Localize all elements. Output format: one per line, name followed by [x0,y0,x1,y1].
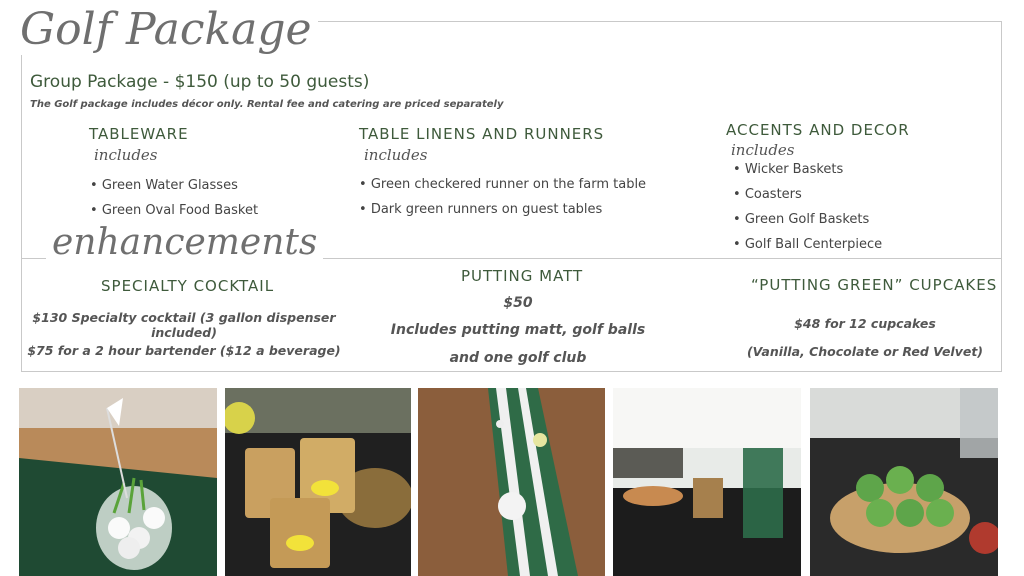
list-item: • Wicker Baskets [733,162,844,177]
bartender-price-line: $75 for a 2 hour bartender ($12 a beverage) [27,343,341,358]
linens-includes: includes [364,146,428,164]
putting-matt-desc-cont: and one golf club [449,350,587,366]
buffet-table-photo [613,388,801,576]
tableware-list [90,178,258,228]
list-item: • Green Golf Baskets [733,212,870,227]
cupcakes-price: $48 for 12 cupcakes [794,316,936,331]
putting-matt-heading: PUTTING MATT [461,267,584,285]
list-item: • Coasters [733,187,802,202]
cupcakes-heading: “PUTTING GREEN” CUPCAKES [751,276,998,294]
linens-heading: TABLE LINENS AND RUNNERS [359,125,605,143]
accents-heading: ACCENTS AND DECOR [726,121,910,139]
accents-list [733,162,882,262]
linens-list [359,177,646,227]
popcorn-bags-photo [225,388,411,576]
accents-includes: includes [731,141,795,159]
cocktail-heading: SPECIALTY COCKTAIL [101,277,275,295]
putting-matt-desc: Includes putting matt, golf balls [390,322,646,338]
list-item: • Golf Ball Centerpiece [733,237,883,252]
cocktail-price-line-cont: included) [151,325,217,340]
enhancements-title: enhancements [46,222,323,263]
golf-ball-centerpiece-photo [19,388,217,576]
cupcakes-flavors: (Vanilla, Chocolate or Red Velvet) [746,344,984,359]
list-item: • Green Water Glasses [90,178,238,193]
cocktail-price-line: $130 Specialty cocktail (3 gallon dispenser [32,310,336,325]
checkered-runner-photo [418,388,605,576]
group-package-price: Group Package - $150 (up to 50 guests) [30,72,370,92]
cupcakes-photo [810,388,998,576]
putting-matt-price: $50 [503,295,533,311]
tableware-heading: TABLEWARE [89,125,189,143]
page-title: Golf Package [14,4,318,55]
list-item: • Green checkered runner on the farm table [359,177,647,192]
list-item: • Dark green runners on guest tables [359,202,603,217]
tableware-includes: includes [94,146,158,164]
list-item: • Green Oval Food Basket [90,203,259,218]
package-note: The Golf package includes décor only. Rental fee and catering are priced separately [30,99,504,110]
